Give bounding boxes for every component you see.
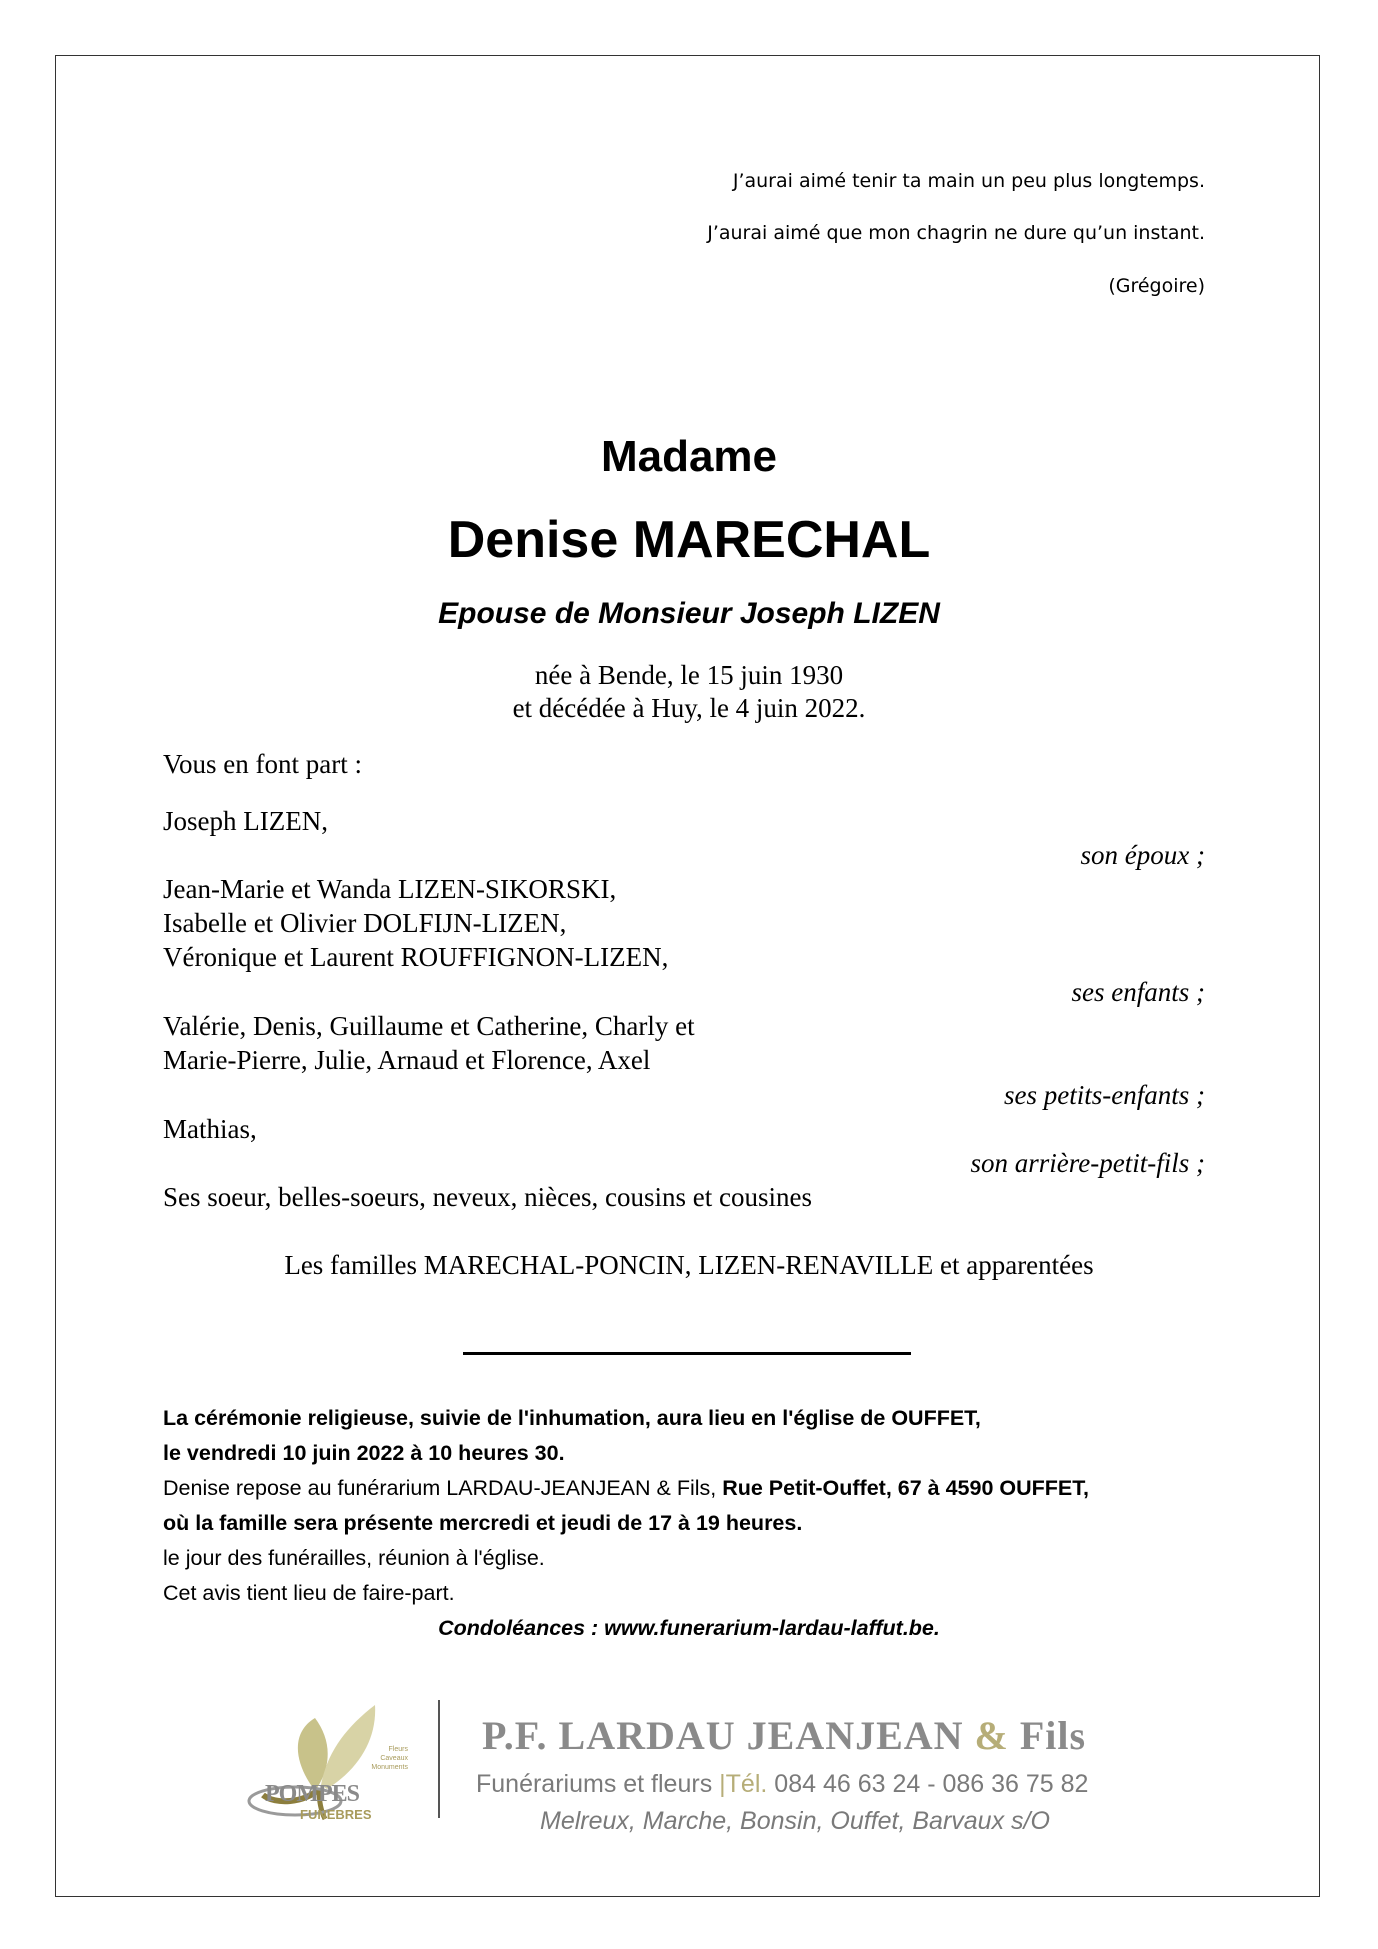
spouse-label: son époux ;	[1080, 840, 1205, 870]
ceremony-line-5: le jour des funérailles, réunion à l'église.	[163, 1546, 545, 1570]
deceased-name: Denise MARECHAL	[447, 511, 931, 569]
ceremony-line-2: le vendredi 10 juin 2022 à 10 heures 30.	[163, 1441, 565, 1465]
phone-label: Tél.	[725, 1770, 768, 1798]
logo-divider	[438, 1700, 440, 1818]
salutation: Madame	[600, 432, 778, 481]
emblem-word-2: Caveaux	[380, 1755, 408, 1762]
grandchildren-line-1: Valérie, Denis, Guillaume et Catherine, Charly et	[163, 1011, 695, 1041]
ceremony-line-3	[163, 1471, 1223, 1506]
services-divider: |	[719, 1770, 726, 1798]
spouse-name: Joseph LIZEN,	[163, 806, 328, 836]
emblem-funebres: FUNEBRES	[300, 1807, 372, 1822]
ceremony-line-1: La cérémonie religieuse, suivie de l'inhumation, aura lieu en l'église de OUFFET,	[163, 1406, 981, 1430]
condolences-line: Condoléances : www.funerarium-lardau-laffut.be.	[438, 1616, 940, 1640]
emblem-pompes: POMPES	[265, 1781, 359, 1807]
company-services	[476, 1770, 1088, 1799]
grandchildren-line-2: Marie-Pierre, Julie, Arnaud et Florence, Axel	[163, 1045, 651, 1075]
company-ampersand: &	[974, 1713, 1009, 1758]
company-name-end: Fils	[1008, 1713, 1087, 1758]
children-label: ses enfants ;	[1071, 977, 1205, 1007]
grandchildren-label: ses petits-enfants ;	[1004, 1080, 1205, 1110]
death-line: et décédée à Huy, le 4 juin 2022.	[512, 693, 866, 723]
company-emblem	[235, 1693, 425, 1823]
phone-numbers: 084 46 63 24 - 086 36 75 82	[774, 1770, 1089, 1798]
separator-line	[463, 1352, 911, 1355]
announcement-intro: Vous en font part :	[163, 749, 362, 779]
quote-line-2: J’aurai aimé que mon chagrin ne dure qu’un instant.	[707, 222, 1205, 244]
child-2: Isabelle et Olivier DOLFIJN-LIZEN,	[163, 908, 567, 938]
ceremony-line-6: Cet avis tient lieu de faire-part.	[163, 1581, 455, 1605]
company-locations: Melreux, Marche, Bonsin, Ouffet, Barvaux s/O	[540, 1807, 1050, 1835]
families-line: Les familles MARECHAL-PONCIN, LIZEN-RENAVILLE et apparentées	[284, 1250, 1094, 1280]
ceremony-line-4: où la famille sera présente mercredi et jeudi de 17 à 19 heures.	[163, 1511, 803, 1535]
child-3: Véronique et Laurent ROUFFIGNON-LIZEN,	[163, 942, 669, 972]
quote-author: (Grégoire)	[1108, 275, 1205, 297]
ceremony-address: Rue Petit-Ouffet, 67 à 4590 OUFFET,	[722, 1476, 1089, 1500]
company-name	[482, 1712, 1086, 1759]
company-name-main: P.F. LARDAU JEANJEAN	[482, 1713, 975, 1758]
quote-line-1: J’aurai aimé tenir ta main un peu plus longtemps.	[732, 170, 1205, 192]
birth-line: née à Bende, le 15 juin 1930	[534, 660, 844, 690]
emblem-word-1: Fleurs	[388, 1746, 408, 1753]
great-grandchild-label: son arrière-petit-fils ;	[970, 1148, 1205, 1178]
child-1: Jean-Marie et Wanda LIZEN-SIKORSKI,	[163, 874, 617, 904]
great-grandchild: Mathias,	[163, 1114, 257, 1144]
emblem-word-3: Monuments	[371, 1764, 408, 1771]
spouse-line: Epouse de Monsieur Joseph LIZEN	[438, 597, 940, 630]
services-label: Funérariums et fleurs	[476, 1770, 713, 1798]
ceremony-line-3-regular: Denise repose au funérarium LARDAU-JEANJEAN & Fils,	[163, 1476, 723, 1500]
relatives-line: Ses soeur, belles-soeurs, neveux, nièces, cousins et cousines	[163, 1182, 813, 1212]
ceremony-info	[163, 1401, 1223, 1611]
